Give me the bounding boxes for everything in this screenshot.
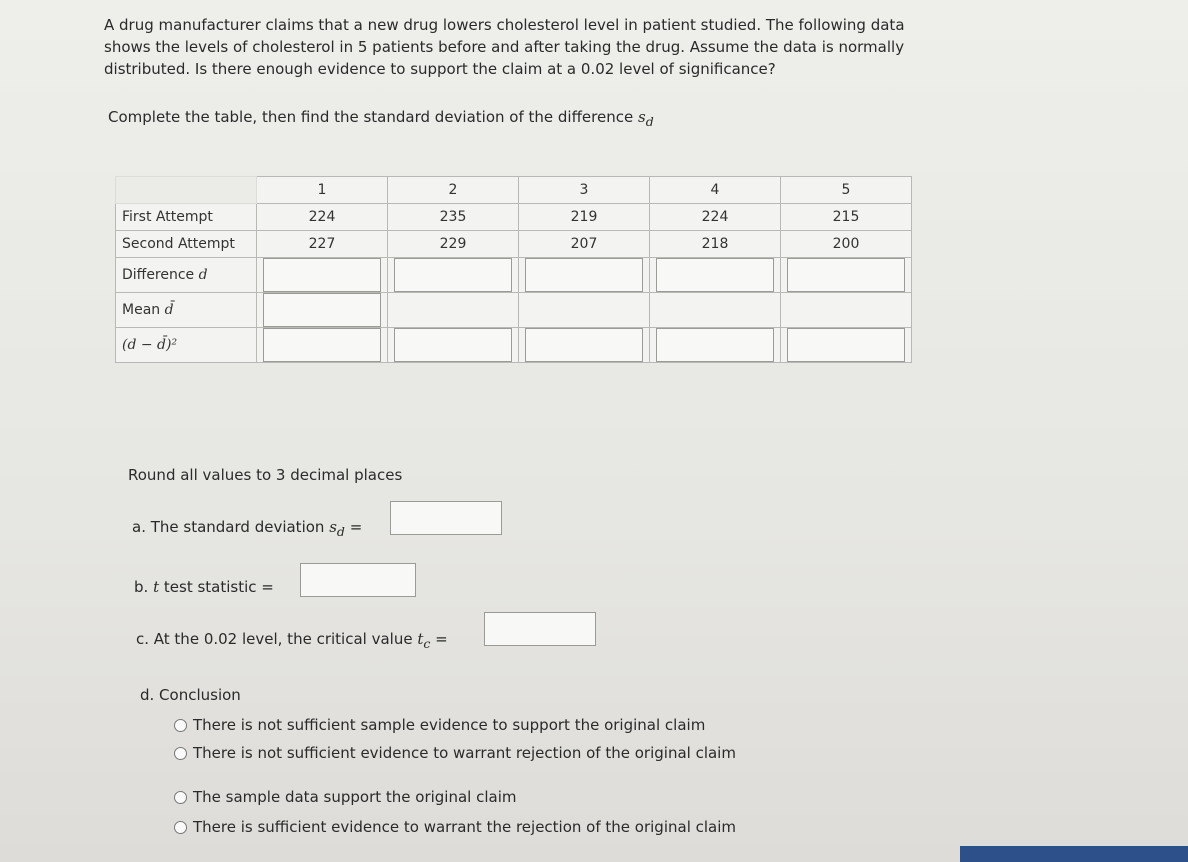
- rounding-note: Round all values to 3 decimal places: [128, 466, 403, 484]
- table-row-mean: [116, 293, 912, 328]
- table-cell: 227: [257, 231, 388, 258]
- question-a-label: a. The standard deviation $s_d$ =: [132, 518, 363, 539]
- table-row-second-attempt: [116, 231, 912, 258]
- mean-input[interactable]: [263, 293, 381, 327]
- table-cell: 224: [257, 204, 388, 231]
- critical-value-input[interactable]: [484, 612, 596, 646]
- difference-input-4[interactable]: [656, 258, 774, 292]
- conclusion-option-2[interactable]: There is not sufficient evidence to warrant rejection of the original claim: [174, 744, 736, 762]
- conclusion-option-3[interactable]: The sample data support the original claim: [174, 788, 517, 806]
- table-cell: 224: [650, 204, 781, 231]
- difference-input-5[interactable]: [787, 258, 905, 292]
- row-label: Mean d̄: [116, 293, 257, 328]
- difference-input-3[interactable]: [525, 258, 643, 292]
- column-header-2: 2: [388, 177, 519, 204]
- table-cell: 215: [781, 204, 912, 231]
- question-d-label: d. Conclusion: [140, 686, 241, 704]
- column-header-4: 4: [650, 177, 781, 204]
- difference-input-2[interactable]: [394, 258, 512, 292]
- column-header-3: 3: [519, 177, 650, 204]
- squared-deviation-input-4[interactable]: [656, 328, 774, 362]
- table-row-squared-deviation: [116, 328, 912, 363]
- test-statistic-input[interactable]: [300, 563, 416, 597]
- difference-input-1[interactable]: [263, 258, 381, 292]
- table-row-first-attempt: [116, 204, 912, 231]
- table-cell: 207: [519, 231, 650, 258]
- table-cell: 219: [519, 204, 650, 231]
- question-c-label: c. At the 0.02 level, the critical value $t_c$ =: [136, 630, 448, 651]
- table-row-difference: [116, 258, 912, 293]
- radio-button[interactable]: [174, 821, 187, 834]
- column-header-1: 1: [257, 177, 388, 204]
- squared-deviation-input-2[interactable]: [394, 328, 512, 362]
- table-cell: 235: [388, 204, 519, 231]
- data-table: [115, 176, 912, 363]
- problem-statement: A drug manufacturer claims that a new drug lowers cholesterol level in patient studied. The following data shows the levels of cholesterol in 5 patients before and after taking the drug. Assume the data is normally distributed. Is there enough evidence to support the claim at a 0.02 level of significance?: [104, 16, 905, 78]
- question-b-label: b. t test statistic =: [134, 578, 274, 596]
- radio-button[interactable]: [174, 719, 187, 732]
- radio-button[interactable]: [174, 791, 187, 804]
- row-label: First Attempt: [116, 204, 257, 231]
- taskbar-edge: [960, 846, 1188, 862]
- table-cell: 218: [650, 231, 781, 258]
- std-deviation-input[interactable]: [390, 501, 502, 535]
- table-cell: 229: [388, 231, 519, 258]
- header-row: [116, 177, 912, 204]
- row-label: Difference d: [116, 258, 257, 293]
- row-label: (d − d̄)²: [116, 328, 257, 363]
- radio-button[interactable]: [174, 747, 187, 760]
- conclusion-option-1[interactable]: There is not sufficient sample evidence to support the original claim: [174, 716, 705, 734]
- squared-deviation-input-1[interactable]: [263, 328, 381, 362]
- row-label: Second Attempt: [116, 231, 257, 258]
- column-header-5: 5: [781, 177, 912, 204]
- conclusion-option-4[interactable]: There is sufficient evidence to warrant the rejection of the original claim: [174, 818, 736, 836]
- instruction-text: Complete the table, then find the standard deviation of the difference $s_d$: [108, 108, 654, 129]
- squared-deviation-input-5[interactable]: [787, 328, 905, 362]
- table-cell: 200: [781, 231, 912, 258]
- squared-deviation-input-3[interactable]: [525, 328, 643, 362]
